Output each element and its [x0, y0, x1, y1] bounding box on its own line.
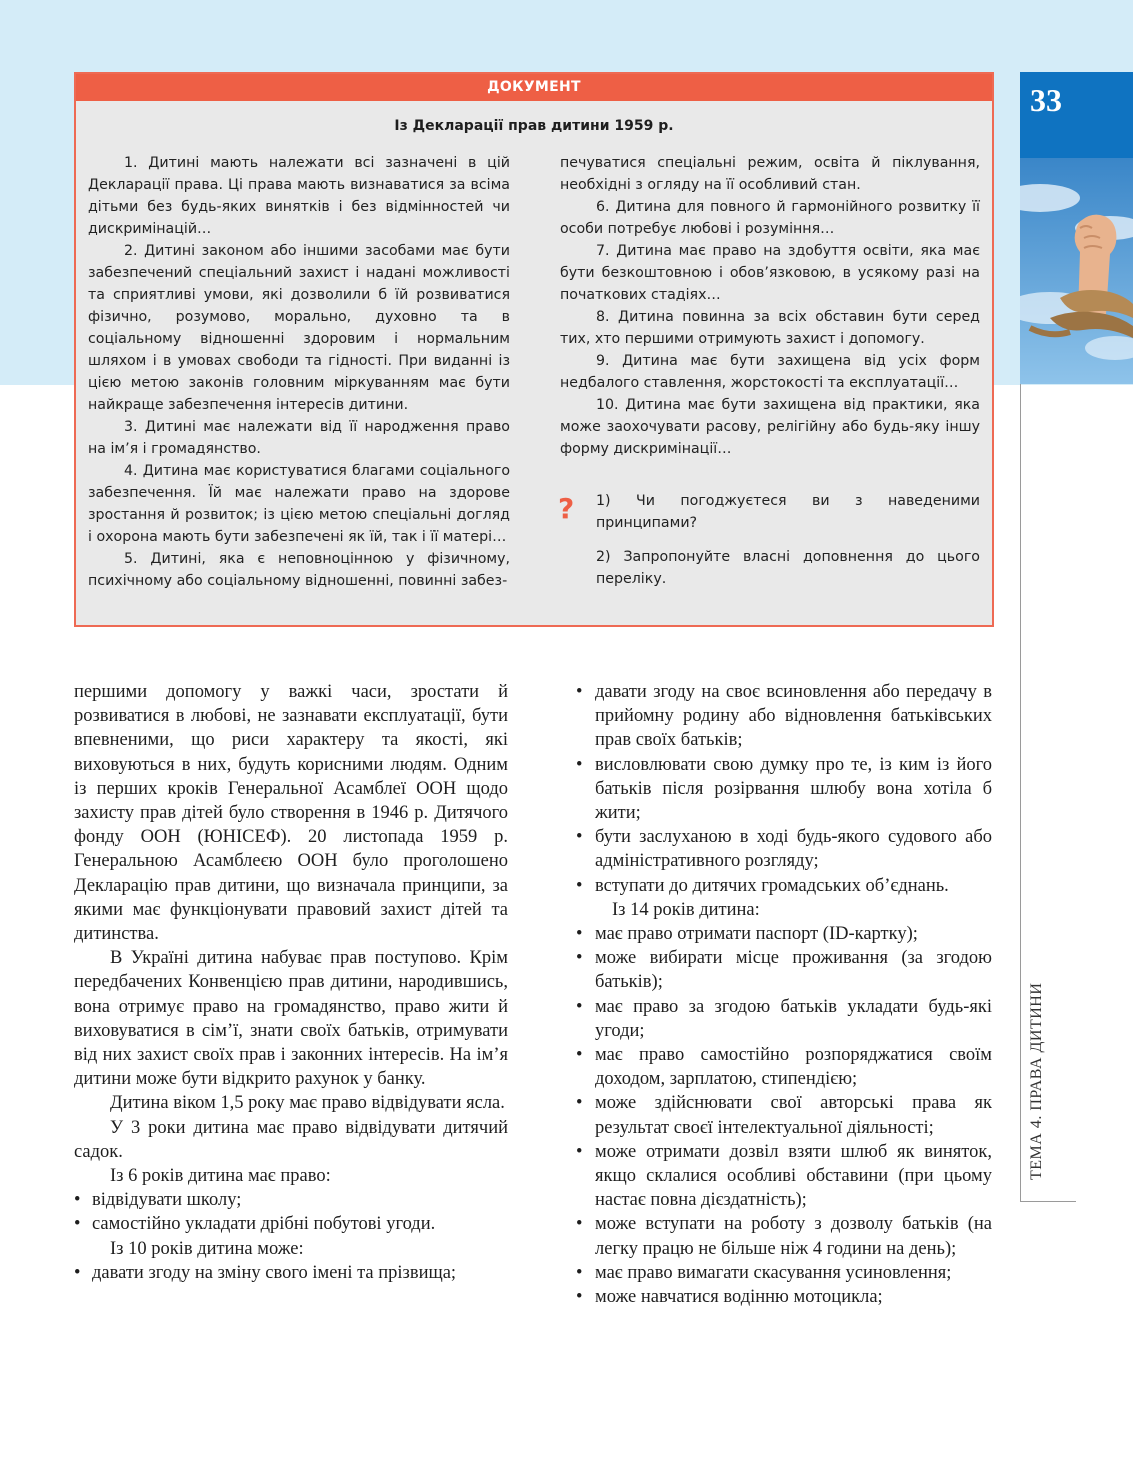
declaration-item-continuation: печуватися спеціальні режим, освіта й піклування, необхідні з огляду на її особливий стан.: [560, 155, 980, 193]
list-item: • може навчатися водінню мотоцикла;: [576, 1285, 992, 1309]
rights-list-14: [576, 922, 992, 1309]
document-title: Із Декларації прав дитини 1959 р.: [394, 118, 674, 134]
main-right-column: [576, 680, 992, 1309]
list-item: • має право за згодою батьків укладати будь-які угоди;: [576, 995, 992, 1043]
document-left-column: [88, 152, 510, 592]
list-item: • може вступати на роботу з дозволу батьків (на легку працю не більше ніж 4 години на день);: [576, 1212, 992, 1260]
body-paragraph: Із 6 років дитина має право:: [110, 1166, 331, 1187]
list-item: • давати згоду на зміну свого імені та прізвища;: [74, 1261, 508, 1285]
declaration-item: 10. Дитина має бути захищена від практики, яка може заохочувати расову, релігійну або будь-яку іншу форму дискримінації…: [560, 397, 980, 457]
main-left-column: [74, 680, 508, 1285]
list-item: • відвідувати школу;: [74, 1188, 508, 1212]
rights-list-6: [74, 1188, 508, 1236]
questions-block: [596, 490, 980, 602]
list-item: • може вибирати місце проживання (за згодою батьків);: [576, 946, 992, 994]
declaration-item: 9. Дитина має бути захищена від усіх форм недбалого ставлення, жорстокості та експлуатації…: [560, 353, 980, 391]
declaration-item: 5. Дитині, яка є неповноцінною у фізичному, психічному або соціальному відношенні, повинні забез-: [88, 551, 510, 589]
declaration-item: 4. Дитина має користуватися благами соціального забезпечення. Їй має належати право на здорове зростання й розвиток; із цією метою спеціальні догляд і охорона мають бути забезпечені як їй, так і її матері…: [88, 463, 510, 545]
list-item: • бути заслуханою в ході будь-якого судового або адміністративного розгляду;: [576, 825, 992, 873]
question-item: 2) Запропонуйте власні доповнення до цього переліку.: [596, 549, 980, 587]
fist-rope-photo: [1020, 158, 1133, 384]
declaration-item: 7. Дитина має право на здобуття освіти, яка має бути безкоштовною і обов’язковою, в усякому разі на початкових стадіях…: [560, 243, 980, 303]
list-item: • має право самостійно розпоряджатися своїм доходом, зарплатою, стипендією;: [576, 1043, 992, 1091]
declaration-item: 3. Дитині має належати від її народження право на ім’я і громадянство.: [88, 419, 510, 457]
body-paragraph: Із 14 років дитина:: [612, 899, 760, 920]
list-item: • самостійно укладати дрібні побутові угоди.: [74, 1212, 508, 1236]
list-item: • вступати до дитячих громадських об’єднань.: [576, 874, 992, 898]
list-item: • може здійснювати свої авторські права як результат своєї інтелектуальної діяльності;: [576, 1091, 992, 1139]
document-header: ДОКУМЕНТ: [76, 74, 992, 101]
list-item: • давати згоду на своє всиновлення або передачу в прийомну родину або відновлення батьківських прав своїх батьків;: [576, 680, 992, 753]
body-paragraph: першими допомогу у важкі часи, зростати й розвиватися в любові, не зазнавати експлуатації, бути впевненими, що риси характеру та якості, які виховуються в них, будуть корисними людям. Одним із перших кроків Генеральної Асамблеї ООН щодо захисту прав дітей було створення в 1946 р. Дитячого фонду ООН (ЮНІСЕФ). 20 листопада 1959 р. Генеральною Асамблеєю ООН було проголошено Декларацію прав дитини, що визначала принципи, за якими має функціонувати правовий захист дітей та дитинства.: [74, 682, 508, 945]
document-box: [74, 72, 994, 627]
list-item: • висловлювати свою думку про те, із ким із його батьків після розірвання шлюбу вона хотіла б жити;: [576, 753, 992, 826]
declaration-item: 8. Дитина повинна за всіх обставин бути серед тих, хто першими отримують захист і допомогу.: [560, 309, 980, 347]
rights-list-10-continued: [576, 680, 992, 898]
list-item: • має право вимагати скасування усиновлення;: [576, 1261, 992, 1285]
list-item: • може отримати дозвіл взяти шлюб як виняток, якщо склалися особливі обставини (при цьому настає повна дієздатність);: [576, 1140, 992, 1213]
body-paragraph: У 3 роки дитина має право відвідувати дитячий садок.: [74, 1117, 508, 1162]
body-paragraph: Дитина віком 1,5 року має право відвідувати ясла.: [110, 1093, 505, 1114]
body-paragraph: В Україні дитина набуває прав поступово. Крім передбачених Конвенцією прав дитини, народившись, вона отримує право на громадянство, право жити й виховуватися в сім’ї, знати своїх батьків, отримувати від них захист своїх прав і законних інтересів. На ім’я дитини може бути відкрито рахунок у банку.: [74, 948, 508, 1090]
declaration-item: 1. Дитині мають належати всі зазначені в цій Декларації права. Ці права мають визнаватися за всіма дітьми без будь-яких винятків і без відмінностей чи дискримінацій…: [88, 155, 510, 237]
declaration-item: 2. Дитині законом або іншими засобами має бути забезпечений спеціальний захист і надані можливості та сприятливі умови, які дозволили б їй розвиватися фізично, розумово, морально, духовно та в соціальному відношенні здоровим і нормальним шляхом і в умовах свободи та гідності. При виданні із цією метою законів головним міркуванням має бути найкраще забезпечення інтересів дитини.: [88, 243, 510, 413]
question-item: 1) Чи погоджуєтеся ви з наведеними принципами?: [596, 493, 980, 531]
page-number: 33: [1030, 82, 1062, 118]
list-item: • має право отримати паспорт (ID-картку);: [576, 922, 992, 946]
document-right-column: [560, 152, 980, 460]
topic-side-label: ТЕМА 4. ПРАВА ДИТИНИ: [1028, 982, 1045, 1180]
side-rule-tick: [1020, 1201, 1076, 1202]
question-mark-icon: ?: [558, 492, 575, 525]
side-rule: [1020, 384, 1021, 1202]
body-paragraph: Із 10 років дитина може:: [110, 1238, 304, 1259]
declaration-item: 6. Дитина для повного й гармонійного розвитку її особи потребує любові і розуміння…: [560, 199, 980, 237]
rights-list-10: [74, 1261, 508, 1285]
